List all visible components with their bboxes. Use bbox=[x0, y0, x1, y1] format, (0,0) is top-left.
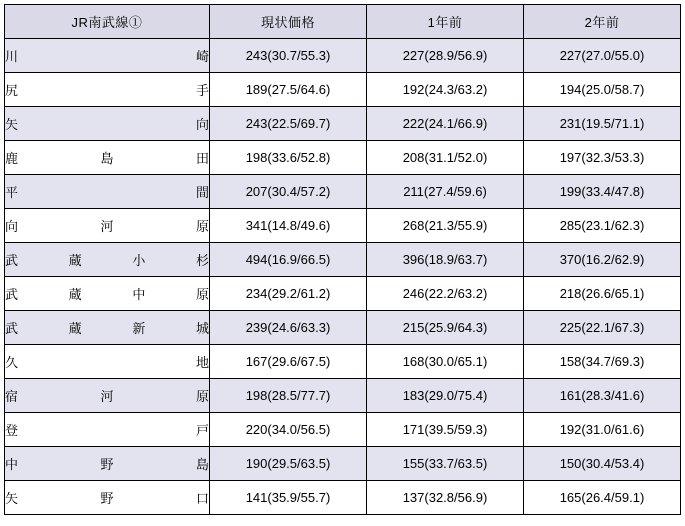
station-name-cell bbox=[5, 413, 210, 447]
price-cell: 243(22.5/69.7) bbox=[210, 107, 367, 141]
price-cell: 194(25.0/58.7) bbox=[524, 73, 681, 107]
price-cell: 165(26.4/59.1) bbox=[524, 481, 681, 515]
price-cell: 239(24.6/63.3) bbox=[210, 311, 367, 345]
table-row bbox=[5, 73, 681, 107]
price-cell: 370(16.2/62.9) bbox=[524, 243, 681, 277]
price-cell: 207(30.4/57.2) bbox=[210, 175, 367, 209]
price-cell: 222(24.1/66.9) bbox=[367, 107, 524, 141]
table-row bbox=[5, 379, 681, 413]
station-name-text: 中 野 島 bbox=[5, 457, 209, 472]
price-cell: 494(16.9/66.5) bbox=[210, 243, 367, 277]
table-row bbox=[5, 175, 681, 209]
price-cell: 243(30.7/55.3) bbox=[210, 39, 367, 73]
station-name-text: 武 蔵 新 城 bbox=[5, 321, 209, 336]
table-header bbox=[5, 5, 681, 39]
station-name-text: 登 戸 bbox=[5, 423, 209, 438]
price-cell: 227(27.0/55.0) bbox=[524, 39, 681, 73]
station-name-cell bbox=[5, 345, 210, 379]
price-cell: 199(33.4/47.8) bbox=[524, 175, 681, 209]
column-header-current-price: 現状価格 bbox=[210, 5, 367, 39]
price-cell: 231(19.5/71.1) bbox=[524, 107, 681, 141]
station-name-cell bbox=[5, 481, 210, 515]
station-price-table bbox=[4, 4, 681, 515]
table-row bbox=[5, 345, 681, 379]
station-name-text: 矢 向 bbox=[5, 117, 209, 132]
table-header-row bbox=[5, 5, 681, 39]
station-name-text: 久 地 bbox=[5, 355, 209, 370]
price-cell: 198(33.6/52.8) bbox=[210, 141, 367, 175]
station-name-cell bbox=[5, 73, 210, 107]
price-cell: 218(26.6/65.1) bbox=[524, 277, 681, 311]
column-header-two-years-ago: 2年前 bbox=[524, 5, 681, 39]
price-cell: 225(22.1/67.3) bbox=[524, 311, 681, 345]
station-name-text: 鹿 島 田 bbox=[5, 151, 209, 166]
price-cell: 192(24.3/63.2) bbox=[367, 73, 524, 107]
table-row bbox=[5, 243, 681, 277]
station-name-text: 向 河 原 bbox=[5, 219, 209, 234]
price-cell: 285(23.1/62.3) bbox=[524, 209, 681, 243]
price-cell: 198(28.5/77.7) bbox=[210, 379, 367, 413]
price-cell: 155(33.7/63.5) bbox=[367, 447, 524, 481]
station-name-text: 宿 河 原 bbox=[5, 389, 209, 404]
table-row bbox=[5, 311, 681, 345]
table-row bbox=[5, 209, 681, 243]
station-name-cell bbox=[5, 311, 210, 345]
station-name-cell bbox=[5, 107, 210, 141]
column-header-line: JR南武線① bbox=[5, 5, 210, 39]
price-cell: 215(25.9/64.3) bbox=[367, 311, 524, 345]
station-name-cell bbox=[5, 175, 210, 209]
price-cell: 208(31.1/52.0) bbox=[367, 141, 524, 175]
table-row bbox=[5, 141, 681, 175]
station-name-cell bbox=[5, 209, 210, 243]
station-name-cell bbox=[5, 379, 210, 413]
station-name-text: 武 蔵 中 原 bbox=[5, 287, 209, 302]
station-name-cell bbox=[5, 277, 210, 311]
table-row bbox=[5, 107, 681, 141]
price-cell: 189(27.5/64.6) bbox=[210, 73, 367, 107]
price-cell: 158(34.7/69.3) bbox=[524, 345, 681, 379]
price-cell: 220(34.0/56.5) bbox=[210, 413, 367, 447]
table-body bbox=[5, 39, 681, 515]
price-cell: 168(30.0/65.1) bbox=[367, 345, 524, 379]
price-cell: 268(21.3/55.9) bbox=[367, 209, 524, 243]
table-row bbox=[5, 39, 681, 73]
station-name-text: 川 崎 bbox=[5, 49, 209, 64]
station-name-cell bbox=[5, 141, 210, 175]
station-name-cell bbox=[5, 447, 210, 481]
station-name-text: 平 間 bbox=[5, 185, 209, 200]
price-cell: 234(29.2/61.2) bbox=[210, 277, 367, 311]
price-cell: 197(32.3/53.3) bbox=[524, 141, 681, 175]
station-name-text: 尻 手 bbox=[5, 83, 209, 98]
station-name-cell bbox=[5, 39, 210, 73]
table-row bbox=[5, 277, 681, 311]
price-cell: 171(39.5/59.3) bbox=[367, 413, 524, 447]
price-cell: 211(27.4/59.6) bbox=[367, 175, 524, 209]
station-name-cell bbox=[5, 243, 210, 277]
column-header-one-year-ago: 1年前 bbox=[367, 5, 524, 39]
price-cell: 192(31.0/61.6) bbox=[524, 413, 681, 447]
price-cell: 341(14.8/49.6) bbox=[210, 209, 367, 243]
table-row bbox=[5, 447, 681, 481]
price-cell: 141(35.9/55.7) bbox=[210, 481, 367, 515]
station-name-text: 武 蔵 小 杉 bbox=[5, 253, 209, 268]
price-cell: 246(22.2/63.2) bbox=[367, 277, 524, 311]
price-cell: 190(29.5/63.5) bbox=[210, 447, 367, 481]
table-row bbox=[5, 481, 681, 515]
price-cell: 227(28.9/56.9) bbox=[367, 39, 524, 73]
price-cell: 396(18.9/63.7) bbox=[367, 243, 524, 277]
station-name-text: 矢 野 口 bbox=[5, 491, 209, 506]
price-cell: 150(30.4/53.4) bbox=[524, 447, 681, 481]
table-row bbox=[5, 413, 681, 447]
price-cell: 161(28.3/41.6) bbox=[524, 379, 681, 413]
price-cell: 137(32.8/56.9) bbox=[367, 481, 524, 515]
price-cell: 167(29.6/67.5) bbox=[210, 345, 367, 379]
price-cell: 183(29.0/75.4) bbox=[367, 379, 524, 413]
